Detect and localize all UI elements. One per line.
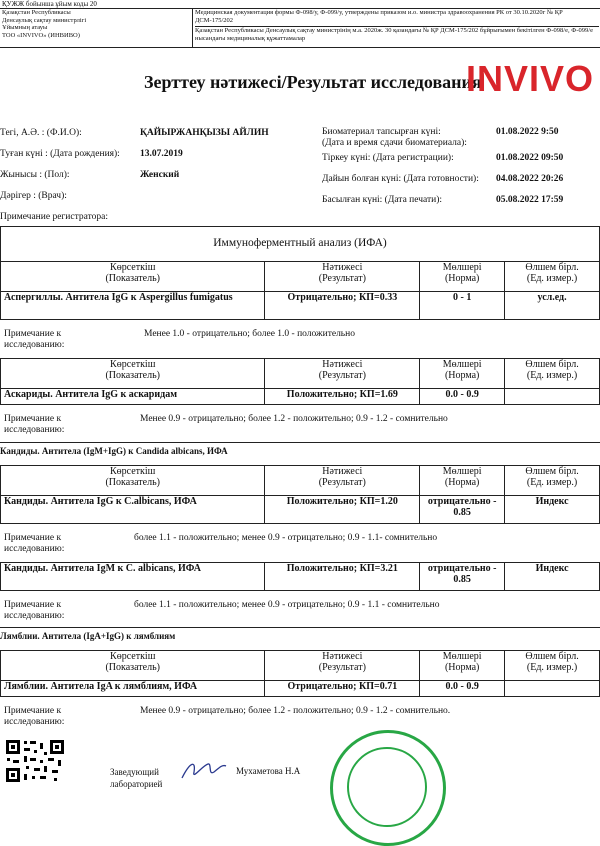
table-header-row xyxy=(1,359,600,389)
ready-value: 04.08.2022 20:26 xyxy=(496,174,564,184)
note-label-line: исследованию: xyxy=(4,425,65,435)
note-text: более 1.1 - положительно; менее 0.9 - отрицательно; 0.9 - 1.1 - сомнительно xyxy=(134,600,440,610)
qr-code-icon xyxy=(4,738,66,784)
col-norm-ru: (Норма) xyxy=(444,477,480,488)
table-row xyxy=(1,389,600,405)
sex-label: Жынысы : (Пол): xyxy=(0,170,70,180)
col-result xyxy=(265,466,420,496)
col-result-ru: (Результат) xyxy=(318,662,366,673)
row-indicator: Лямблии. Антитела IgA к лямблиям, ИФА xyxy=(1,681,265,697)
col-unit-ru: (Ед. измер.) xyxy=(526,477,578,488)
note-label-line: исследованию: xyxy=(4,544,65,554)
note-label-line: Примечание к xyxy=(4,329,62,339)
row-result: Отрицательно; КП=0.33 xyxy=(265,292,420,320)
group-title-candida: Кандиды. Антитела (IgM+IgG) к Candida albicans, ИФА xyxy=(0,446,228,456)
note-label-line: исследованию: xyxy=(4,340,65,350)
biomaterial-label-ru: (Дата и время сдачи биоматериала): xyxy=(322,138,467,148)
results-table-5 xyxy=(0,650,600,697)
results-table-4 xyxy=(0,562,600,591)
table-header-row xyxy=(1,262,600,292)
col-indicator-kz: Көрсеткіш xyxy=(110,651,156,662)
header-form-kz: Қазақстан Республикасы Денсаулық сақтау министрінің м.а. 2020ж. 30 қазандағы № ҚР ДСМ-175/202 бұйрығымен бекітілген Ф-098/е, Ф-099/е нысандағы медициналық құжаттамалар xyxy=(195,27,593,42)
col-result xyxy=(265,262,420,292)
group-title-giardia: Лямблии. Антитела (IgA+IgG) к лямблиям xyxy=(0,631,176,641)
col-unit-kz: Өлшем бірл. xyxy=(525,651,579,662)
form-code: ҚУЖЖ бойынша ұйым коды 20 xyxy=(2,0,97,8)
row-unit xyxy=(505,389,600,405)
note-label xyxy=(4,706,64,728)
col-indicator xyxy=(1,359,265,389)
col-unit xyxy=(505,359,600,389)
row-unit: Индекс xyxy=(505,563,600,591)
table-row xyxy=(1,563,600,591)
note-label-line: Примечание к xyxy=(4,706,62,716)
table-header-row xyxy=(1,651,600,681)
registration-label: Тіркеу күні: (Дата регистрации): xyxy=(322,153,454,163)
note-text: Менее 0.9 - отрицательно; более 1.2 - положительно; 0.9 - 1.2 - сомнительно. xyxy=(140,706,451,716)
col-result-kz: Нәтижесі xyxy=(322,466,363,477)
col-norm-ru: (Норма) xyxy=(444,370,480,381)
page-title: Зерттеу нәтижесі/Результат исследования xyxy=(144,72,482,92)
note-label-line: Примечание к xyxy=(4,600,62,610)
row-norm: 0.0 - 0.9 xyxy=(420,389,505,405)
col-unit xyxy=(505,651,600,681)
col-norm-kz: Мөлшері xyxy=(442,359,482,370)
note-label xyxy=(4,533,64,555)
print-label: Басылған күні: (Дата печати): xyxy=(322,195,443,205)
col-result-ru: (Результат) xyxy=(318,273,366,284)
note-text: более 1.1 - положительно; менее 0.9 - отрицательно; 0.9 - 1.1- сомнительно xyxy=(134,533,438,543)
ready-label: Дайын болған күні: (Дата готовности): xyxy=(322,174,479,184)
head-name: Мухаметова Н.А xyxy=(236,766,301,776)
row-indicator: Кандиды. Антитела IgM к C. albicans, ИФА xyxy=(1,563,265,591)
col-indicator xyxy=(1,262,265,292)
col-unit-kz: Өлшем бірл. xyxy=(525,466,579,477)
table-row xyxy=(1,496,600,524)
col-norm-ru: (Норма) xyxy=(444,273,480,284)
row-result: Положительно; КП=3.21 xyxy=(265,563,420,591)
note-label-line: Примечание к xyxy=(4,533,62,543)
col-result-kz: Нәтижесі xyxy=(322,651,363,662)
col-indicator-kz: Көрсеткіш xyxy=(110,466,156,477)
lab-stamp-icon xyxy=(330,730,446,846)
col-norm xyxy=(420,651,505,681)
col-norm-kz: Мөлшері xyxy=(442,466,482,477)
col-result xyxy=(265,359,420,389)
document-header xyxy=(0,8,600,48)
col-indicator-ru: (Показатель) xyxy=(105,662,160,673)
head-title-line: Заведующий xyxy=(110,767,159,777)
col-norm-ru: (Норма) xyxy=(444,662,480,673)
col-indicator-ru: (Показатель) xyxy=(105,273,160,284)
col-result xyxy=(265,651,420,681)
biomaterial-value: 01.08.2022 9:50 xyxy=(496,127,559,137)
header-org-line: Денсаулық сақтау министрлігі xyxy=(2,16,87,24)
col-result-ru: (Результат) xyxy=(318,477,366,488)
section-title: Иммуноферментный анализ (ИФА) xyxy=(213,237,387,249)
col-norm xyxy=(420,262,505,292)
col-result-kz: Нәтижесі xyxy=(322,359,363,370)
print-value: 05.08.2022 17:59 xyxy=(496,195,564,205)
col-indicator xyxy=(1,466,265,496)
col-unit xyxy=(505,466,600,496)
note-label-line: исследованию: xyxy=(4,717,65,727)
dob-label: Туған күні : (Дата рождения): xyxy=(0,149,120,159)
divider xyxy=(0,627,600,628)
results-table-1 xyxy=(0,261,600,320)
doctor-label: Дәрігер : (Врач): xyxy=(0,191,67,201)
header-org-block xyxy=(0,9,193,47)
results-table-2 xyxy=(0,358,600,405)
head-title xyxy=(110,766,162,790)
row-norm: отрицательно - 0.85 xyxy=(420,563,505,591)
row-indicator: Кандиды. Антитела IgG к C.albicans, ИФА xyxy=(1,496,265,524)
head-title-line: лабораторией xyxy=(110,779,163,789)
row-result: Положительно; КП=1.20 xyxy=(265,496,420,524)
biomaterial-label: Биоматериал тапсырған күні: xyxy=(322,127,441,137)
note-label xyxy=(4,329,64,351)
note-text: Менее 0.9 - отрицательно; более 1.2 - положительно; 0.9 - 1.2 - сомнительно xyxy=(140,414,448,424)
col-indicator-ru: (Показатель) xyxy=(105,370,160,381)
section-header xyxy=(0,226,600,262)
row-norm: 0.0 - 0.9 xyxy=(420,681,505,697)
row-unit: Индекс xyxy=(505,496,600,524)
row-norm: 0 - 1 xyxy=(420,292,505,320)
table-row xyxy=(1,292,600,320)
table-header-row xyxy=(1,466,600,496)
row-indicator: Аскариды. Антитела IgG к аскаридам xyxy=(1,389,265,405)
col-indicator-ru: (Показатель) xyxy=(105,477,160,488)
col-indicator-kz: Көрсеткіш xyxy=(110,359,156,370)
row-indicator: Аспергиллы. Антитела IgG к Aspergillus fumigatus xyxy=(1,292,265,320)
col-indicator-kz: Көрсеткіш xyxy=(110,262,156,273)
col-unit-ru: (Ед. измер.) xyxy=(526,662,578,673)
header-org-line: ТОО «INVIVO» (ИНВИВО) xyxy=(2,31,80,39)
header-org-line: Қазақстан Республикасы xyxy=(2,9,71,16)
row-result: Положительно; КП=1.69 xyxy=(265,389,420,405)
row-result: Отрицательно; КП=0.71 xyxy=(265,681,420,697)
col-result-ru: (Результат) xyxy=(318,370,366,381)
name-label: Тегі, А.Ә. : (Ф.И.О): xyxy=(0,128,82,138)
divider xyxy=(0,442,600,443)
sex-value: Женский xyxy=(140,170,180,180)
note-label xyxy=(4,600,64,622)
table-row xyxy=(1,681,600,697)
col-unit-kz: Өлшем бірл. xyxy=(525,262,579,273)
row-unit xyxy=(505,681,600,697)
col-result-kz: Нәтижесі xyxy=(322,262,363,273)
col-norm xyxy=(420,359,505,389)
col-unit-ru: (Ед. измер.) xyxy=(526,370,578,381)
col-indicator xyxy=(1,651,265,681)
row-unit: усл.ед. xyxy=(505,292,600,320)
col-norm-kz: Мөлшері xyxy=(442,651,482,662)
header-form-block xyxy=(195,9,599,47)
row-norm: отрицательно - 0.85 xyxy=(420,496,505,524)
header-form-ru: Медицинская документация формы Ф-098/у, Ф-099/у, утверждены приказом и.о. министра здравоохранения РК от 30.10.2020г № ҚР ДСМ-175/202 xyxy=(195,9,599,27)
col-unit-kz: Өлшем бірл. xyxy=(525,359,579,370)
name-value: ҚАЙЫРЖАНҚЫЗЫ АЙЛИН xyxy=(140,128,269,138)
col-norm-kz: Мөлшері xyxy=(442,262,482,273)
note-label xyxy=(4,414,64,436)
signature-icon xyxy=(178,758,230,784)
lab-stamp-inner xyxy=(347,747,427,827)
note-label-line: исследованию: xyxy=(4,611,65,621)
registrar-note-label: Примечание регистратора: xyxy=(0,212,108,222)
col-unit xyxy=(505,262,600,292)
col-norm xyxy=(420,466,505,496)
note-label-line: Примечание к xyxy=(4,414,62,424)
registration-value: 01.08.2022 09:50 xyxy=(496,153,564,163)
header-org-line: Ұйымның атауы xyxy=(2,24,48,31)
dob-value: 13.07.2019 xyxy=(140,149,183,159)
invivo-logo: INVIVO xyxy=(466,58,595,99)
results-table-3 xyxy=(0,465,600,524)
col-unit-ru: (Ед. измер.) xyxy=(526,273,578,284)
note-text: Менее 1.0 - отрицательно; более 1.0 - положительно xyxy=(144,329,355,339)
